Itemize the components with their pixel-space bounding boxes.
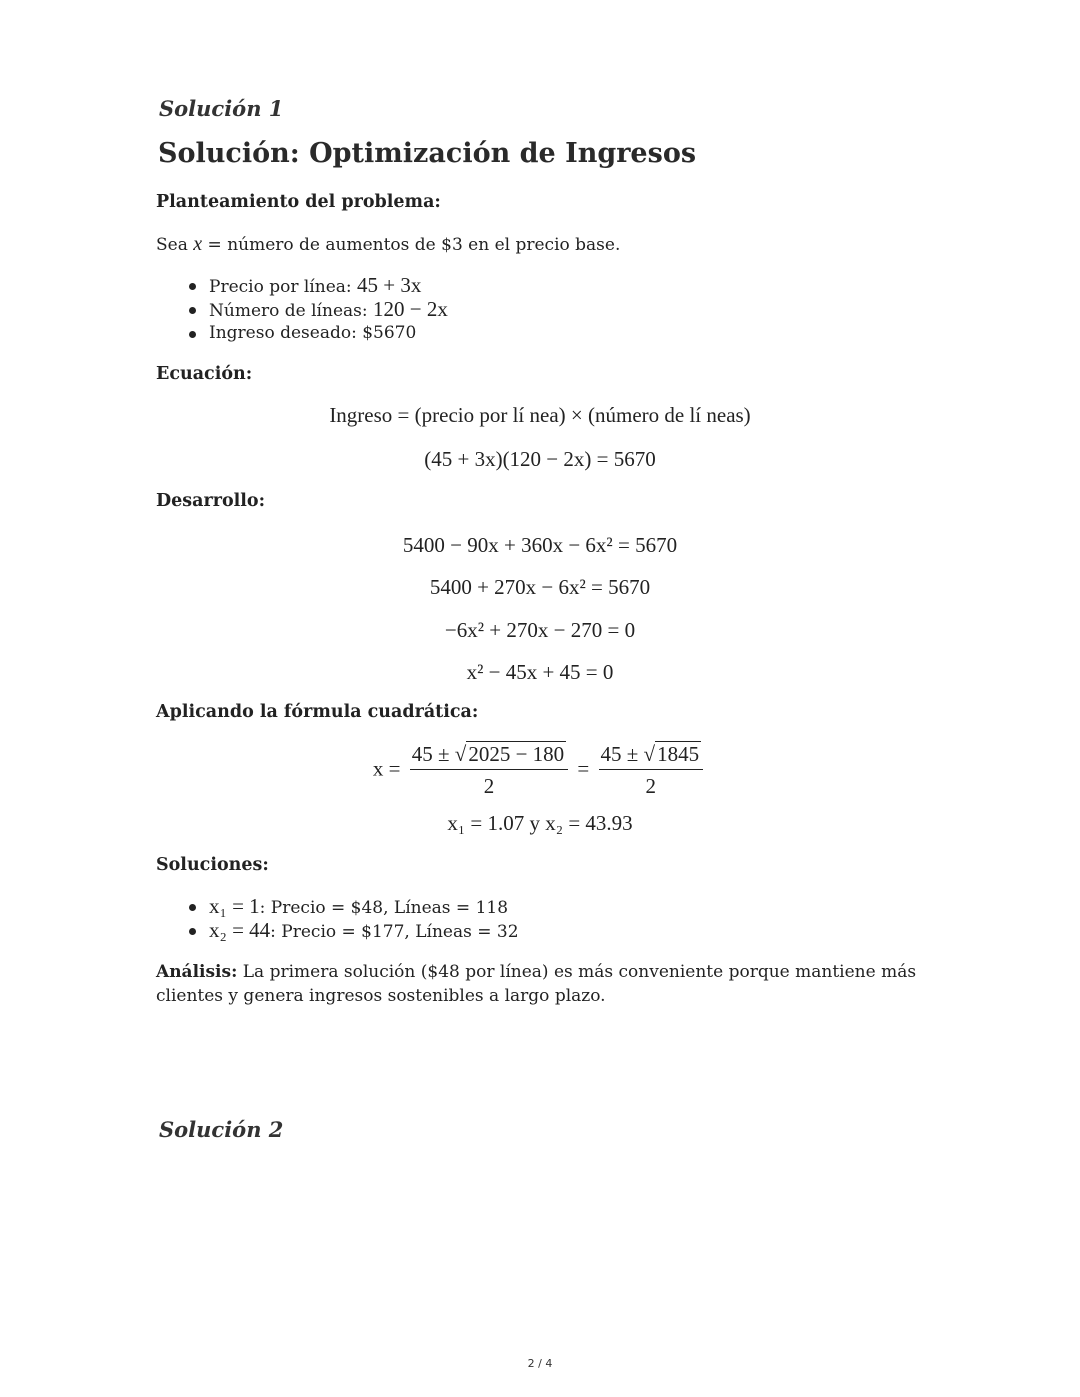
page-title: Solución: Optimización de Ingresos	[158, 138, 697, 169]
fraction-1-denominator: 2	[483, 774, 495, 798]
analisis-text: La primera solución ($48 por línea) es más conveniente porque mantiene más	[237, 962, 917, 982]
cuadratica-heading: Aplicando la fórmula cuadrática:	[156, 702, 479, 722]
intro-pre: Sea	[156, 235, 188, 255]
equation-line-2: (45 + 3x)(120 − 2x) = 5670	[424, 447, 656, 471]
solution-2-label: Solución 2	[159, 1117, 284, 1142]
planteamiento-heading: Planteamiento del problema:	[156, 192, 441, 212]
analisis-paragraph	[156, 960, 936, 1008]
solution-1-label: Solución 1	[159, 96, 284, 121]
ecuacion-heading: Ecuación:	[156, 364, 253, 384]
list-item	[156, 894, 519, 918]
sqrt-2-radicand: 1845	[657, 742, 700, 766]
quadratic-lhs: x =	[372, 756, 401, 781]
fraction-2	[599, 742, 704, 799]
quadratic-eq-sign: =	[577, 756, 590, 781]
desarrollo-heading: Desarrollo:	[156, 491, 266, 511]
quadratic-result: x₁ = 1.07 y x₂ = 43.93	[447, 811, 633, 835]
desarrollo-line-2: 5400 + 270x − 6x² = 5670	[429, 575, 651, 599]
desarrollo-line-1: 5400 − 90x + 360x − 6x² = 5670	[402, 533, 678, 557]
list-item	[156, 273, 448, 297]
solution-math: x₁ = 1	[209, 894, 260, 918]
solution-text: : Precio = $177, Líneas = 32	[270, 922, 519, 942]
list-item	[156, 297, 448, 321]
fraction-1-numerator	[410, 742, 568, 770]
bullet-label: Precio por línea:	[209, 277, 352, 297]
analisis-label: Análisis:	[156, 962, 238, 982]
bullet-expr: 45 + 3x	[357, 273, 422, 297]
equation-line-1: Ingreso = (precio por lí nea) × (número de lí neas)	[329, 403, 751, 427]
fraction-1	[410, 742, 568, 799]
solution-math: x₂ = 44	[209, 918, 271, 942]
page-number: 2 / 4	[527, 1357, 553, 1370]
fraction-1-num-pre: 45 ±	[411, 742, 450, 766]
solution-text: : Precio = $48, Líneas = 118	[259, 898, 509, 918]
bullet-label: Ingreso deseado: $5670	[209, 323, 417, 343]
intro-var: x	[193, 233, 203, 255]
analisis-text-2: clientes y genera ingresos sostenibles a largo plazo.	[156, 986, 606, 1006]
desarrollo-line-3: −6x² + 270x − 270 = 0	[444, 618, 636, 642]
list-item	[156, 321, 448, 345]
fraction-2-num-pre: 45 ±	[600, 742, 639, 766]
sqrt-1: √2025 − 180	[454, 742, 565, 766]
intro-post: = número de aumentos de $3 en el precio base.	[207, 235, 621, 255]
planteamiento-list	[156, 273, 448, 345]
quadratic-formula	[0, 742, 1080, 799]
sqrt-2: √1845	[643, 742, 700, 766]
soluciones-list	[156, 894, 519, 942]
soluciones-heading: Soluciones:	[156, 855, 269, 875]
bullet-label: Número de líneas:	[209, 301, 368, 321]
sqrt-1-radicand: 2025 − 180	[468, 742, 565, 766]
fraction-2-numerator	[599, 742, 704, 770]
desarrollo-line-4: x² − 45x + 45 = 0	[466, 660, 614, 684]
list-item	[156, 918, 519, 942]
intro-paragraph	[156, 232, 620, 257]
bullet-expr: 120 − 2x	[373, 297, 448, 321]
fraction-2-denominator: 2	[645, 774, 657, 798]
